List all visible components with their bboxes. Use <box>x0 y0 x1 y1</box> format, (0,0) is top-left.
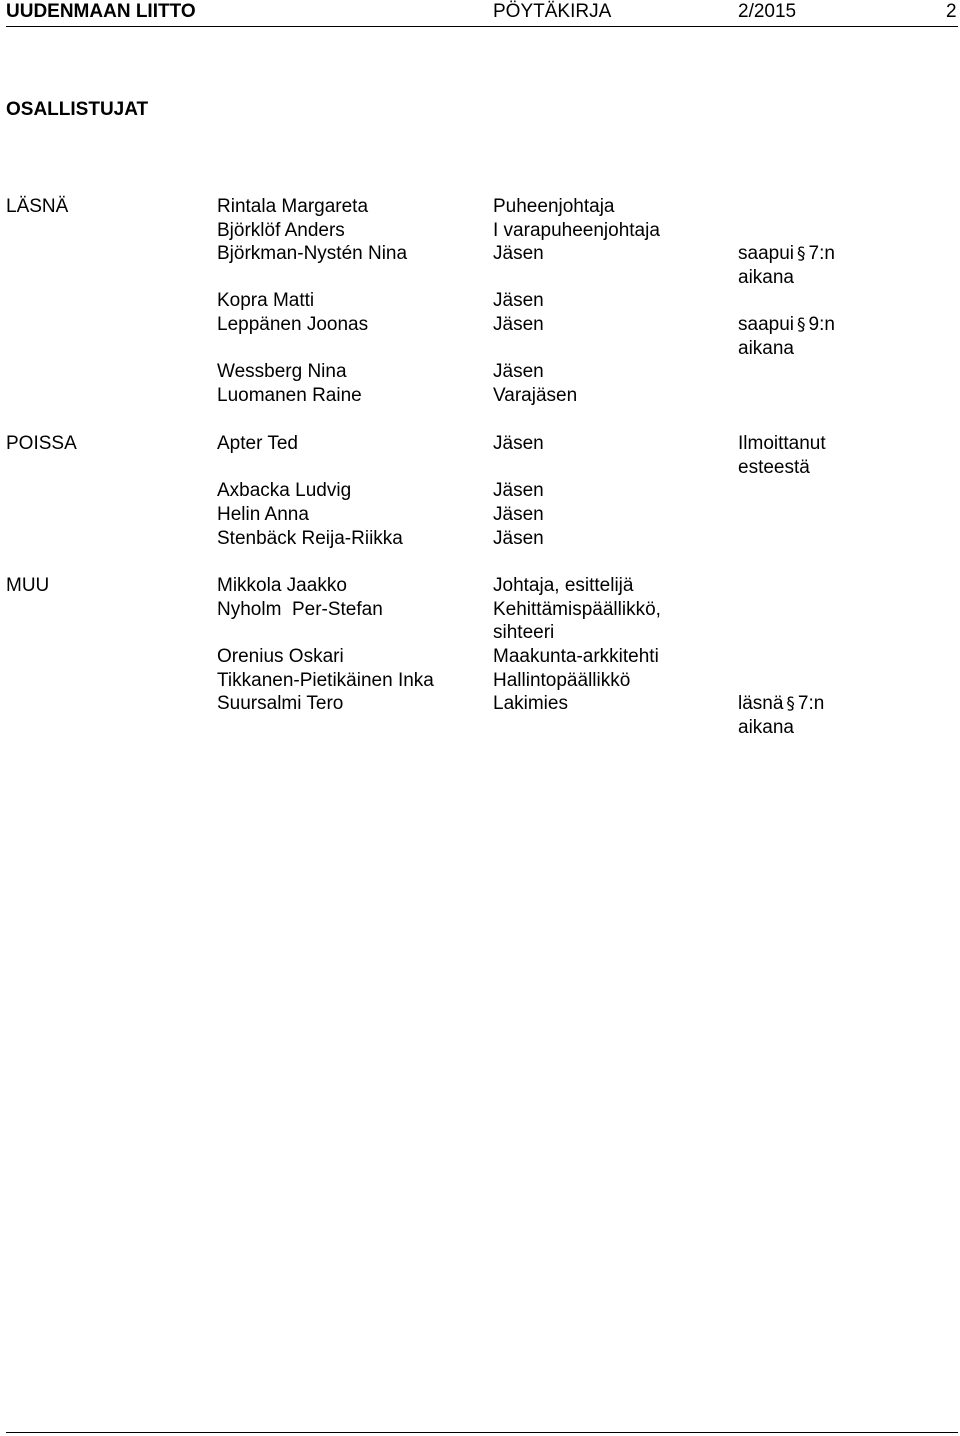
note-text: 7:n <box>797 693 825 714</box>
person-name: Nyholm Per-Stefan <box>217 599 383 620</box>
table-row <box>0 289 960 313</box>
table-row <box>0 598 960 622</box>
note-text: saapui <box>738 314 794 335</box>
note-text: läsnä <box>738 693 784 714</box>
table-row <box>0 195 960 219</box>
person-role: Lakimies <box>493 693 568 714</box>
table-row <box>0 479 960 503</box>
page-number: 2 <box>946 1 957 22</box>
note-text: 7:n <box>808 243 835 264</box>
document-number: 2/2015 <box>738 1 797 22</box>
header-rule <box>6 26 958 27</box>
table-row <box>0 432 960 456</box>
person-role: Puheenjohtaja <box>493 196 615 217</box>
table-row <box>0 242 960 266</box>
person-name: Rintala Margareta <box>217 196 369 217</box>
person-name: Orenius Oskari <box>217 646 344 667</box>
section-label: POISSA <box>6 433 77 454</box>
table-row <box>0 219 960 243</box>
person-role: Jäsen <box>493 314 544 335</box>
note-continuation: aikana <box>738 267 794 288</box>
role-continuation: sihteeri <box>493 622 555 643</box>
person-role: I varapuheenjohtaja <box>493 220 660 241</box>
table-row <box>0 692 960 716</box>
person-name: Stenbäck Reija-Riikka <box>217 528 403 549</box>
page-title: OSALLISTUJAT <box>6 99 149 120</box>
person-name: Björklöf Anders <box>217 220 345 241</box>
footer-rule <box>6 1432 958 1433</box>
note-continuation: aikana <box>738 717 794 738</box>
note-continuation: aikana <box>738 338 794 359</box>
section-label: LÄSNÄ <box>6 196 69 217</box>
section-sign: § <box>797 244 806 264</box>
person-name: Suursalmi Tero <box>217 693 344 714</box>
person-role: Jäsen <box>493 528 544 549</box>
table-row <box>0 503 960 527</box>
person-role: Jäsen <box>493 243 544 264</box>
person-name: Helin Anna <box>217 504 309 525</box>
person-name: Tikkanen-Pietikäinen Inka <box>217 670 434 691</box>
section-label: MUU <box>6 575 50 596</box>
person-name: Björkman-Nystén Nina <box>217 243 408 264</box>
person-name: Luomanen Raine <box>217 385 362 406</box>
person-role: Jäsen <box>493 433 544 454</box>
section-sign: § <box>786 694 795 714</box>
person-role: Jäsen <box>493 504 544 525</box>
table-row <box>0 527 960 551</box>
note-text: 9:n <box>808 314 835 335</box>
table-row <box>0 645 960 669</box>
person-role: Jäsen <box>493 480 544 501</box>
note-continuation: esteestä <box>738 457 810 478</box>
person-role: Varajäsen <box>493 385 578 406</box>
organization-name: UUDENMAAN LIITTO <box>6 1 196 22</box>
section-sign: § <box>797 315 806 335</box>
person-role: Jäsen <box>493 361 544 382</box>
person-name: Wessberg Nina <box>217 361 347 382</box>
person-name: Axbacka Ludvig <box>217 480 352 501</box>
person-note <box>738 313 835 337</box>
table-row <box>0 669 960 693</box>
table-row <box>0 360 960 384</box>
note-text: saapui <box>738 243 794 264</box>
person-name: Mikkola Jaakko <box>217 575 347 596</box>
table-row <box>0 384 960 408</box>
document-type: PÖYTÄKIRJA <box>493 1 612 22</box>
table-row <box>0 313 960 337</box>
person-name: Leppänen Joonas <box>217 314 369 335</box>
person-role: Kehittämispäällikkö, <box>493 599 661 620</box>
page-header <box>0 0 960 28</box>
person-role: Hallintopäällikkö <box>493 670 631 691</box>
person-note <box>738 692 824 716</box>
table-row <box>0 574 960 598</box>
person-note <box>738 242 835 266</box>
person-name: Apter Ted <box>217 433 298 454</box>
person-name: Kopra Matti <box>217 290 315 311</box>
person-role: Jäsen <box>493 290 544 311</box>
person-note: Ilmoittanut <box>738 433 826 454</box>
person-role: Maakunta-arkkitehti <box>493 646 659 667</box>
person-role: Johtaja, esittelijä <box>493 575 634 596</box>
